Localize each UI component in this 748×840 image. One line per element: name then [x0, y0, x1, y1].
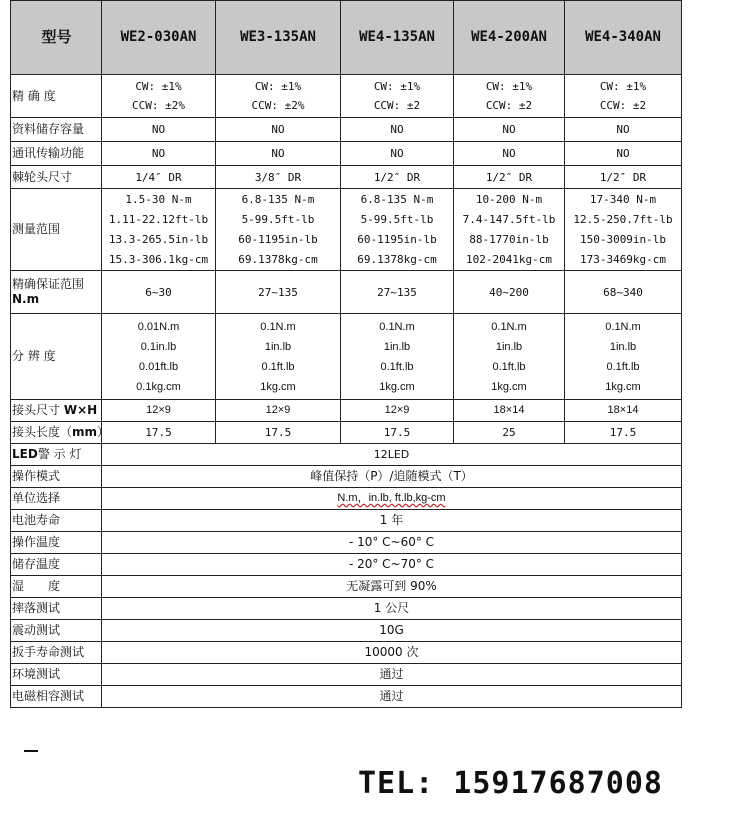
- mode-label: 操作模式: [11, 466, 102, 488]
- accuracy-cw: CW: ±1%: [135, 80, 182, 93]
- storage-value: NO: [454, 118, 565, 142]
- resolution-nm: 0.1N.m: [605, 320, 641, 333]
- resolution-inlb: 1in.lb: [609, 340, 637, 353]
- joint-length-value: 17.5: [341, 422, 454, 444]
- joint-size-value: 12×9: [341, 400, 454, 422]
- led-row: [11, 444, 682, 466]
- drive-value: 3/8″ DR: [216, 166, 341, 189]
- resolution-label: 分 辨 度: [11, 314, 102, 400]
- model-we3-135an: WE3-135AN: [216, 1, 341, 75]
- accuracy-ccw: CCW: ±2: [599, 99, 647, 112]
- battery-value: 1 年: [102, 510, 682, 532]
- joint-size-unit: W×H: [63, 403, 98, 417]
- drive-value: 1/2″ DR: [565, 166, 682, 189]
- accuracy-ccw: CCW: ±2%: [132, 99, 185, 112]
- unit-value: N.m，in.lb, ft.lb,kg-cm: [337, 492, 446, 504]
- range-label: 测量范围: [11, 189, 102, 271]
- range-nm: 1.5-30 N-m: [125, 192, 192, 206]
- joint-length-row: [11, 422, 682, 444]
- model-we4-340an: WE4-340AN: [565, 1, 682, 75]
- spec-table: [10, 0, 682, 708]
- comm-value: NO: [216, 142, 341, 166]
- model-we4-200an: WE4-200AN: [454, 1, 565, 75]
- joint-length-value: 17.5: [102, 422, 216, 444]
- life-test-row: [11, 642, 682, 664]
- resolution-kgcm: 1kg.cm: [491, 380, 527, 393]
- storage-row: [11, 118, 682, 142]
- battery-label: 电池寿命: [11, 510, 102, 532]
- comm-label: 通讯传输功能: [11, 142, 102, 166]
- joint-size-row: [11, 400, 682, 422]
- resolution-row: [11, 314, 682, 400]
- guaranteed-value: 27~135: [341, 271, 454, 314]
- model-we4-135an: WE4-135AN: [341, 1, 454, 75]
- env-test-label: 环境测试: [11, 664, 102, 686]
- guaranteed-value: 40~200: [454, 271, 565, 314]
- range-kgcm: 173-3469kg-cm: [579, 252, 667, 266]
- env-test-row: [11, 664, 682, 686]
- op-temp-value: - 10° C~60° C: [102, 532, 682, 554]
- accuracy-ccw: CCW: ±2: [485, 99, 533, 112]
- accuracy-cw: CW: ±1%: [485, 80, 533, 93]
- led-label-prefix: LED: [12, 447, 38, 461]
- battery-row: [11, 510, 682, 532]
- guaranteed-value: 6~30: [102, 271, 216, 314]
- joint-length-value: 25: [454, 422, 565, 444]
- life-test-label: 扳手寿命测试: [11, 642, 102, 664]
- joint-length-close: ）: [97, 425, 110, 439]
- range-ftlb: 7.4-147.5ft-lb: [462, 212, 556, 226]
- mode-value: 峰值保持（P）/追随模式（T）: [102, 466, 682, 488]
- range-kgcm: 69.1378kg-cm: [357, 252, 437, 266]
- humidity-row: [11, 576, 682, 598]
- resolution-inlb: 1in.lb: [495, 340, 523, 353]
- comm-value: NO: [454, 142, 565, 166]
- range-nm: 6.8-135 N-m: [360, 192, 434, 206]
- accuracy-cw: CW: ±1%: [599, 80, 647, 93]
- tel-number: TEL: 15917687008: [358, 766, 663, 801]
- storage-temp-label: 储存温度: [11, 554, 102, 576]
- resolution-ftlb: 0.1ft.lb: [380, 360, 414, 373]
- accuracy-row: [11, 75, 682, 118]
- joint-size-label: 接头尺寸: [12, 403, 64, 417]
- comm-row: [11, 142, 682, 166]
- range-ftlb: 12.5-250.7ft-lb: [573, 212, 673, 226]
- resolution-nm: 0.01N.m: [137, 320, 180, 333]
- guaranteed-row: [11, 271, 682, 314]
- drive-value: 1/4″ DR: [102, 166, 216, 189]
- resolution-ftlb: 0.1ft.lb: [492, 360, 526, 373]
- storage-value: NO: [565, 118, 682, 142]
- storage-temp-value: - 20° C~70° C: [102, 554, 682, 576]
- resolution-nm: 0.1N.m: [491, 320, 527, 333]
- range-nm: 6.8-135 N-m: [241, 192, 315, 206]
- range-row: [11, 189, 682, 271]
- resolution-ftlb: 0.1ft.lb: [606, 360, 640, 373]
- humidity-label: 湿 度: [11, 576, 102, 598]
- accuracy-label: 精 确 度: [11, 75, 102, 118]
- mode-row: [11, 466, 682, 488]
- guaranteed-value: 27~135: [216, 271, 341, 314]
- led-value: 12LED: [102, 444, 682, 466]
- joint-size-value: 12×9: [102, 400, 216, 422]
- range-nm: 10-200 N-m: [475, 192, 543, 206]
- accuracy-cw: CW: ±1%: [373, 80, 421, 93]
- drop-test-value: 1 公尺: [102, 598, 682, 620]
- accuracy-ccw: CCW: ±2%: [251, 99, 305, 112]
- joint-length-label: 接头长度（: [12, 425, 73, 439]
- life-test-value: 10000 次: [102, 642, 682, 664]
- range-ftlb: 5-99.5ft-lb: [360, 212, 434, 226]
- range-kgcm: 69.1378kg-cm: [238, 252, 318, 266]
- storage-value: NO: [341, 118, 454, 142]
- led-label: 警 示 灯: [37, 447, 82, 461]
- range-inlb: 60-1195in-lb: [238, 232, 318, 246]
- range-kgcm: 102-2041kg-cm: [465, 252, 553, 266]
- joint-size-value: 12×9: [216, 400, 341, 422]
- emc-test-value: 通过: [102, 686, 682, 708]
- drive-row: [11, 166, 682, 189]
- drop-test-row: [11, 598, 682, 620]
- range-ftlb: 1.11-22.12ft-lb: [108, 212, 209, 226]
- resolution-kgcm: 1kg.cm: [379, 380, 415, 393]
- comm-value: NO: [565, 142, 682, 166]
- range-ftlb: 5-99.5ft-lb: [241, 212, 315, 226]
- drive-value: 1/2″ DR: [341, 166, 454, 189]
- emc-test-label: 电磁相容测试: [11, 686, 102, 708]
- resolution-ftlb: 0.1ft.lb: [261, 360, 295, 373]
- drive-label: 棘轮头尺寸: [11, 166, 102, 189]
- header-row: [11, 1, 682, 75]
- comm-value: NO: [102, 142, 216, 166]
- humidity-value: 无凝露可到 90%: [102, 576, 682, 598]
- vibration-label: 震动测试: [11, 620, 102, 642]
- storage-temp-row: [11, 554, 682, 576]
- resolution-kgcm: 1kg.cm: [260, 380, 296, 393]
- unit-row: [11, 488, 682, 510]
- joint-length-value: 17.5: [565, 422, 682, 444]
- range-inlb: 60-1195in-lb: [357, 232, 437, 246]
- storage-value: NO: [102, 118, 216, 142]
- range-inlb: 88-1770in-lb: [469, 232, 549, 246]
- resolution-inlb: 1in.lb: [383, 340, 411, 353]
- op-temp-row: [11, 532, 682, 554]
- resolution-nm: 0.1N.m: [260, 320, 296, 333]
- emc-test-row: [11, 686, 682, 708]
- resolution-inlb: 1in.lb: [264, 340, 292, 353]
- unit-label: 单位选择: [11, 488, 102, 510]
- vibration-row: [11, 620, 682, 642]
- joint-size-value: 18×14: [565, 400, 682, 422]
- storage-value: NO: [216, 118, 341, 142]
- range-inlb: 13.3-265.5in-lb: [108, 232, 209, 246]
- drop-test-label: 摔落测试: [11, 598, 102, 620]
- vibration-value: 10G: [102, 620, 682, 642]
- comm-value: NO: [341, 142, 454, 166]
- storage-label: 资料储存容量: [11, 118, 102, 142]
- dash-mark: [24, 750, 38, 752]
- env-test-value: 通过: [102, 664, 682, 686]
- guaranteed-label: 精确保证范围: [12, 277, 85, 291]
- resolution-kgcm: 0.1kg.cm: [136, 380, 181, 393]
- range-nm: 17-340 N-m: [589, 192, 657, 206]
- op-temp-label: 操作温度: [11, 532, 102, 554]
- resolution-nm: 0.1N.m: [379, 320, 415, 333]
- range-inlb: 150-3009in-lb: [579, 232, 667, 246]
- guaranteed-unit: N.m: [12, 292, 40, 306]
- resolution-inlb: 0.1in.lb: [140, 340, 177, 353]
- range-kgcm: 15.3-306.1kg-cm: [108, 252, 209, 266]
- joint-size-value: 18×14: [454, 400, 565, 422]
- drive-value: 1/2″ DR: [454, 166, 565, 189]
- resolution-ftlb: 0.01ft.lb: [138, 360, 179, 373]
- accuracy-ccw: CCW: ±2: [373, 99, 421, 112]
- joint-length-unit: mm: [72, 425, 98, 439]
- resolution-kgcm: 1kg.cm: [605, 380, 641, 393]
- accuracy-cw: CW: ±1%: [254, 80, 302, 93]
- model-label: 型号: [11, 1, 102, 75]
- joint-length-value: 17.5: [216, 422, 341, 444]
- guaranteed-value: 68~340: [565, 271, 682, 314]
- model-we2-030an: WE2-030AN: [102, 1, 216, 75]
